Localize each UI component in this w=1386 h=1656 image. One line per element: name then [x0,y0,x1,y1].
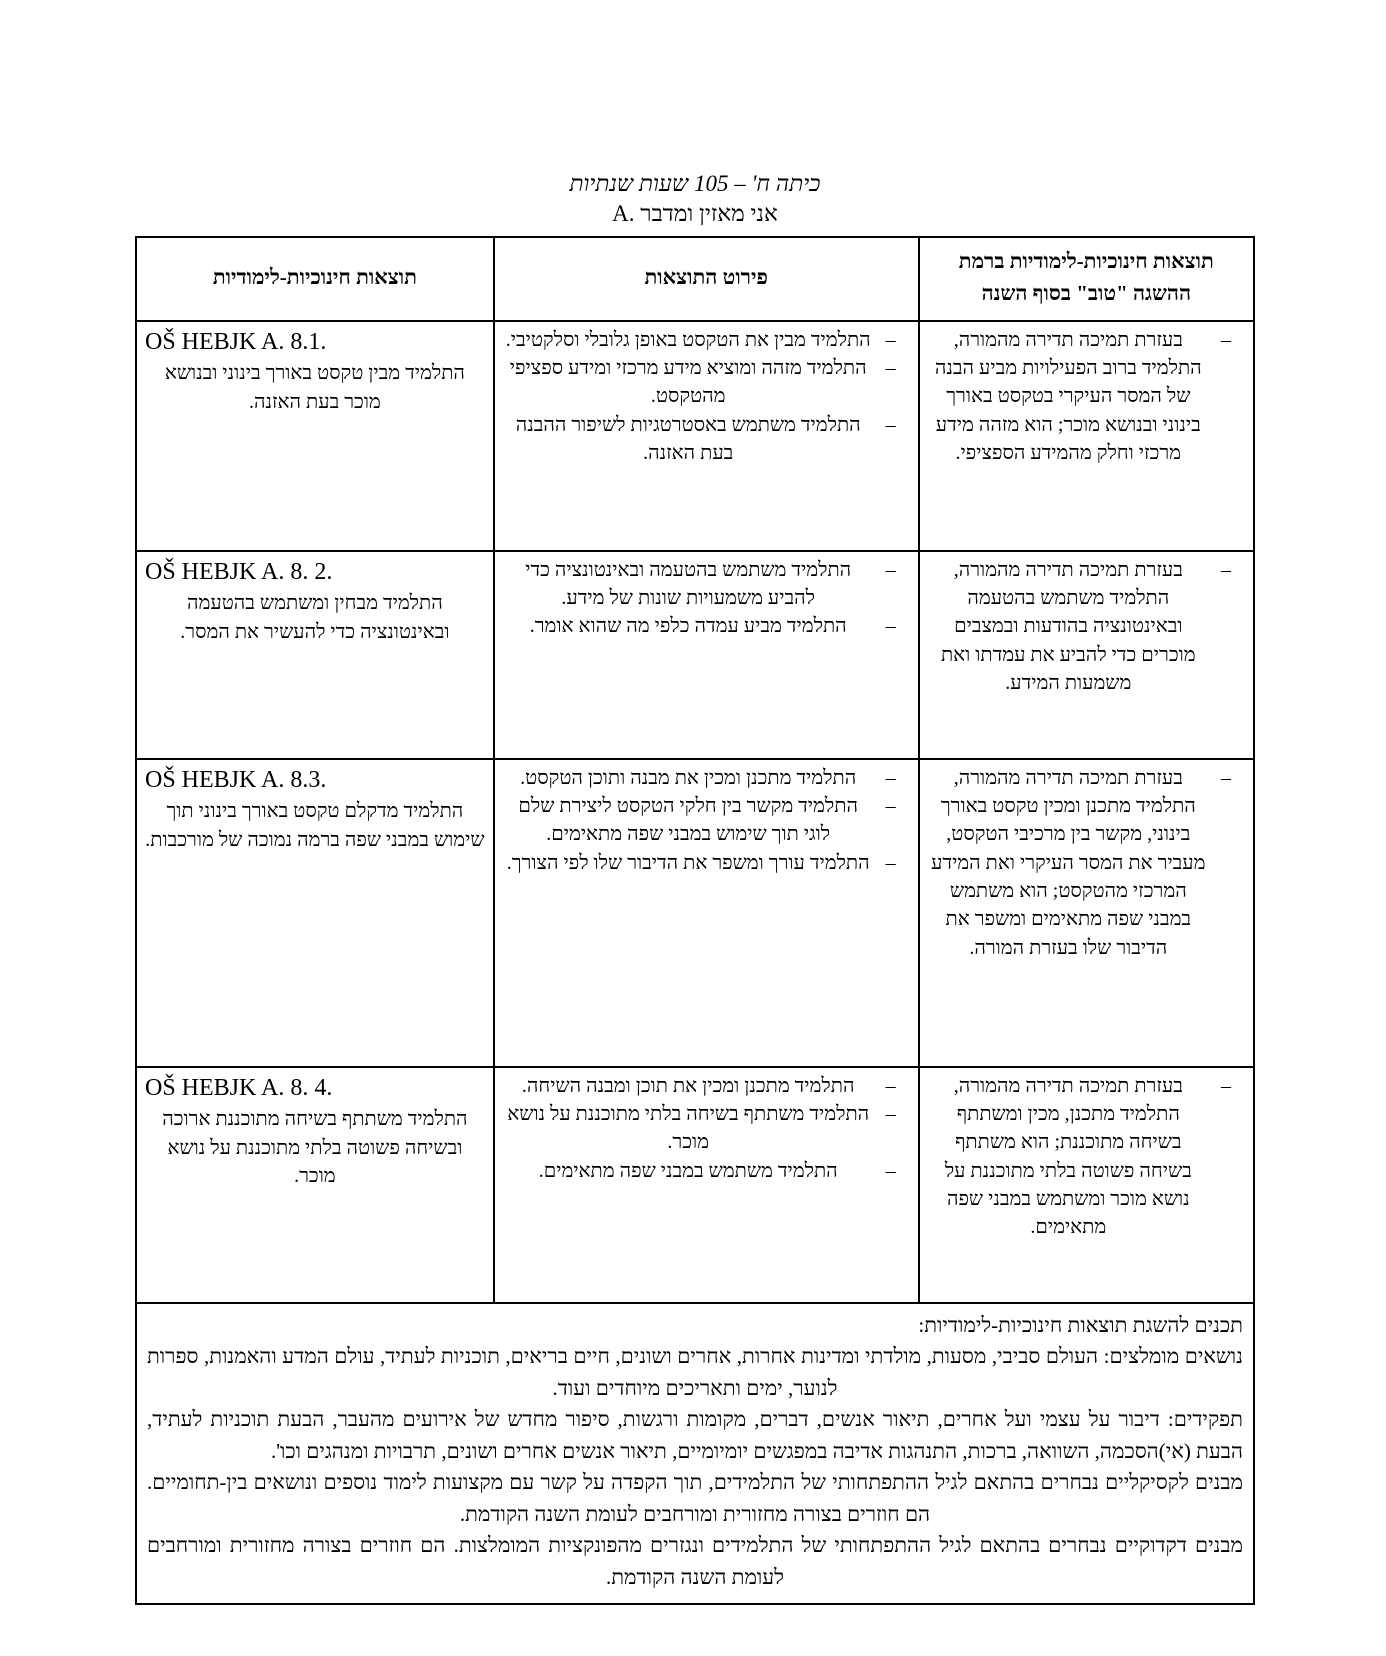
table-row [136,759,1254,1067]
list-item-text: התלמיד משתמש במבני שפה מתאימים. [538,1159,838,1182]
list-item-text: התלמיד מביע עמדה כלפי מה שהוא אומר. [529,615,847,638]
list-item-text: התלמיד עורך ומשפר את הדיבור שלו לפי הצורך. [506,851,870,874]
outcome-code: OŠ HEBJK A. 8. 4. [145,1074,333,1101]
header-details: פירוט התוצאות [494,237,919,321]
list-item-text: בעזרת תמיכה תדירה מהמורה, התלמיד ברוב הפעילויות מביע הבנה של המסר העיקרי בטקסט באורך בינוני ובנושא מוכר; הוא מזהה מידע מרכזי וחלק מהמידע הספציפי. [934,328,1202,465]
list-item-text: התלמיד משתתף בשיחה בלתי מתוכננת על נושא מוכר. [507,1102,870,1154]
cell-good-level [919,1067,1254,1303]
section-subtitle: A. אני מאזין ומדבר [612,200,778,226]
dash-bullet-icon: – [885,794,896,817]
cell-details [494,321,919,551]
dash-bullet-icon: – [1221,558,1231,581]
header-outcomes: תוצאות חינוכיות-לימודיות [136,237,494,321]
contents-section [136,1303,1254,1605]
cell-outcome [136,551,494,759]
list-item [503,411,910,468]
dash-bullet-icon: – [885,558,896,581]
table-row [136,321,1254,551]
list-item [928,556,1245,698]
header-row [136,237,1254,321]
table-row [136,1067,1254,1303]
list-item-text: התלמיד מבין את הטקסט באופן גלובלי וסלקטיבי. [505,328,871,351]
outcome-description: התלמיד מבחין ומשתמש בהטעמה ובאינטונציה כדי להעשיר את המסר. [180,592,450,643]
outcome-description: התלמיד משתתף בשיחה מתוכננת ארוכה ובשיחה פשוטה בלתי מתוכננת על נושא מוכר. [162,1108,468,1188]
cell-outcome [136,321,494,551]
dash-bullet-icon: – [1221,328,1231,351]
outcomes-table [135,236,1255,1606]
list-item [503,612,910,640]
list-item [503,1157,910,1185]
list-item [928,764,1245,963]
grammatical-structures-paragraph: מבנים דקדוקיים נבחרים בהתאם לגיל ההתפתחותי של התלמידים ונגזרים מהפונקציות המומלצות. הם חוזרים בצורה מחזורית ומורחבים לעומת השנה הקודמת. [147,1533,1243,1589]
list-item-text: התלמיד משתמש בהטעמה ובאינטונציה כדי להביע משמעויות שונות של מידע. [525,558,852,609]
list-item [928,1072,1245,1242]
dash-bullet-icon: – [885,615,896,638]
list-item [503,792,910,849]
list-item-text: התלמיד מתכנן ומכין את מבנה ותוכן הטקסט. [520,766,857,789]
cell-outcome [136,1067,494,1303]
list-item-text: בעזרת תמיכה תדירה מהמורה, התלמיד מתכנן, מכין ומשתתף בשיחה מתוכננת; הוא משתתף בשיחה פשוטה בלתי מתוכננת על נושא מוכר ומשתמש במבני שפה מתאימים. [944,1074,1192,1239]
title-block [135,170,1255,229]
list-item-text: התלמיד מתכנן ומכין את תוכן ומבנה השיחה. [521,1074,855,1097]
table-row [136,551,1254,759]
cell-good-level [919,759,1254,1067]
header-good-level: תוצאות חינוכיות-לימודיות ברמת ההשגה "טוב" בסוף השנה [919,237,1254,321]
dash-bullet-icon: – [885,328,896,351]
list-item-text: התלמיד מקשר בין חלקי הטקסט ליצירת שלם לוגי תוך שימוש במבני שפה מתאימים. [518,794,858,846]
cell-good-level [919,551,1254,759]
list-item-text: בעזרת תמיכה תדירה מהמורה, התלמיד משתמש בהטעמה ובאינטונציה בהודעות ובמצבים מוכרים כדי להביע את עמדתו ואת משמעות המידע. [940,558,1196,695]
outcome-description: התלמיד מדקלם טקסט באורך בינוני תוך שימוש במבני שפה ברמה נמוכה של מורכבות. [145,800,485,851]
dash-bullet-icon: – [885,1102,896,1125]
dash-bullet-icon: – [1221,1074,1231,1097]
outcome-code: OŠ HEBJK A. 8.1. [145,328,327,355]
list-item [503,1100,910,1157]
cell-details [494,759,919,1067]
dash-bullet-icon: – [885,413,896,436]
outcome-code: OŠ HEBJK A. 8. 2. [145,558,333,585]
dash-bullet-icon: – [885,1159,896,1182]
list-item [503,849,910,877]
list-item-text: בעזרת תמיכה תדירה מהמורה, התלמיד מתכנן ומכין טקסט באורך בינוני, מקשר בין מרכיבי הטקסט, מעביר את המסר העיקרי ואת המידע המרכזי מהטקסט; הוא משתמש במבני שפה מתאימים ומשפר את הדיבור שלו בעזרת המורה. [931,766,1206,959]
list-item [503,556,910,613]
outcome-description: התלמיד מבין טקסט באורך בינוני ובנושא מוכר בעת האזנה. [164,362,465,413]
recommended-topics-paragraph: נושאים מומלצים: העולם סביבי, מסעות, מולדתי ומדינות אחרות, אחרים ושונים, חיים בריאים, תוכניות לעתיד, עולם המדע והאמנות, ספרות לנוער, ימים ותאריכים מיוחדים ועוד. [147,1344,1243,1400]
cell-details [494,551,919,759]
list-item [503,1072,910,1100]
list-item [503,326,910,354]
list-item-text: התלמיד משתמש באסטרטגיות לשיפור ההבנה בעת האזנה. [515,413,861,465]
dash-bullet-icon: – [1221,766,1231,789]
list-item-text: התלמיד מזהה ומוציא מידע מרכזי ומידע ספציפי מהטקסט. [509,356,867,408]
cell-outcome [136,759,494,1067]
contents-heading: תכנים להשגת תוצאות חינוכיות-לימודיות: [918,1312,1243,1337]
dash-bullet-icon: – [885,356,896,379]
list-item [503,354,910,411]
list-item [928,326,1245,468]
cell-details [494,1067,919,1303]
page-title: כיתה ח' – 105 שעות שנתיות [569,171,821,196]
outcome-code: OŠ HEBJK A. 8.3. [145,766,327,793]
dash-bullet-icon: – [885,1074,896,1097]
list-item [503,764,910,792]
cell-good-level [919,321,1254,551]
dash-bullet-icon: – [885,851,896,874]
lexical-structures-paragraph: מבנים לקסיקליים נבחרים בהתאם לגיל ההתפתחותי של התלמידים, תוך הקפדה על קשר עם מקצועות לימוד נוספים ונושאים בין-תחומיים. הם חוזרים בצורה מחזורית ומורחבים לעומת השנה הקודמת. [147,1470,1243,1526]
dash-bullet-icon: – [885,766,896,789]
functions-paragraph: תפקידים: דיבור על עצמי ועל אחרים, תיאור אנשים, דברים, מקומות ורגשות, סיפור מחדש של אירועים מהעבר, הבעת תוכניות לעתיד, הבעת (אי)הסכמה, השוואה, ברכות, התנהגות אדיבה במפגשים יומיומיים, תיאור אנשים אחרים ושונים, תרבויות ומנהגים וכו'. [147,1407,1243,1463]
footer-row [136,1303,1254,1605]
